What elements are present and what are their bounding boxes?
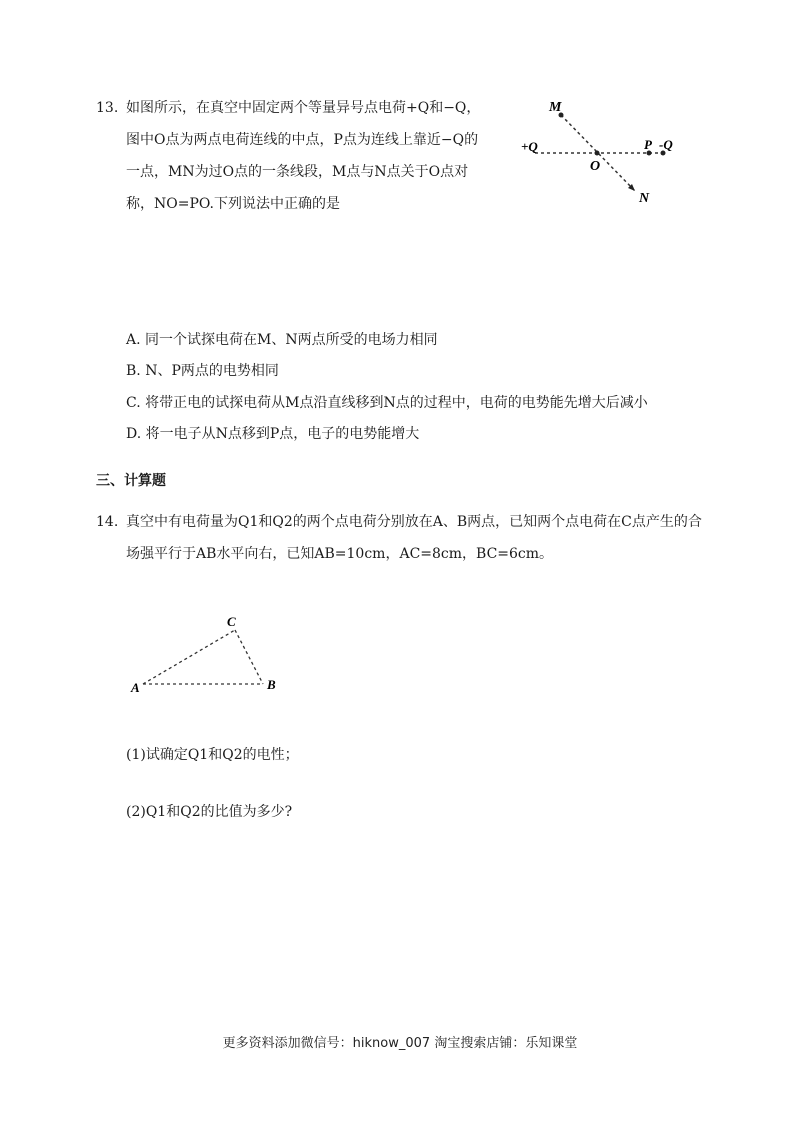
- label-n: N: [639, 191, 650, 206]
- option-a-label: A.: [126, 332, 141, 348]
- q13-charge-figure: [515, 95, 695, 210]
- segment-bc: [235, 630, 263, 684]
- label-minus-q: -Q: [659, 137, 673, 152]
- q13-number: 13.: [96, 100, 119, 116]
- q13-option-c: [126, 393, 648, 413]
- option-d-label: D.: [126, 426, 142, 442]
- label-p: P: [644, 137, 652, 152]
- q13-option-d: [126, 424, 419, 444]
- option-b-text: N、P两点的电势相同: [145, 363, 279, 379]
- label-a: A: [131, 680, 140, 695]
- q13-line-1: 如图所示，在真空中固定两个等量异号点电荷+Q和−Q，: [126, 100, 481, 116]
- label-m: M: [549, 100, 562, 115]
- option-b-label: B.: [126, 363, 141, 379]
- label-c: C: [227, 614, 236, 629]
- footer-text: 更多资料添加微信号：hiknow_007 淘宝搜索店铺：乐知课堂: [222, 1036, 578, 1051]
- q13-line-2: 图中O点为两点电荷连线的中点，P点为连线上靠近−Q的: [126, 132, 479, 148]
- label-b: B: [267, 677, 276, 692]
- q14-triangle-figure: [125, 612, 295, 697]
- q14-sub-1: (1)试确定Q1和Q2的电性；: [126, 747, 299, 763]
- option-d-text: 将一电子从N点移到P点，电子的电势能增大: [145, 426, 420, 442]
- point-o: [595, 151, 600, 156]
- q14-line-1: 真空中有电荷量为Q1和Q2的两个点电荷分别放在A、B两点，已知两个点电荷在C点产生的合: [126, 514, 702, 530]
- q13-option-b: [126, 361, 279, 381]
- section-title-calculation: 三、计算题: [96, 473, 166, 489]
- label-plus-q: +Q: [521, 139, 538, 154]
- q13-line-4: 称，NO=PO.下列说法中正确的是: [126, 196, 340, 212]
- q13-option-a: [126, 330, 438, 350]
- option-a-text: 同一个试探电荷在M、N两点所受的电场力相同: [145, 332, 438, 348]
- option-c-text: 将带正电的试探电荷从M点沿直线移到N点的过程中，电荷的电势能先增大后减小: [145, 395, 648, 411]
- q14-line-2: 场强平行于AB水平向右，已知AB=10cm，AC=8cm，BC=6cm。: [126, 546, 554, 562]
- q14-sub-2: (2)Q1和Q2的比值为多少?: [126, 804, 293, 820]
- label-o: O: [590, 159, 601, 174]
- segment-ac: [143, 630, 235, 684]
- option-c-label: C.: [126, 395, 141, 411]
- q14-number: 14.: [96, 514, 119, 530]
- q13-line-3: 一点，MN为过O点的一条线段，M点与N点关于O点对: [126, 164, 469, 180]
